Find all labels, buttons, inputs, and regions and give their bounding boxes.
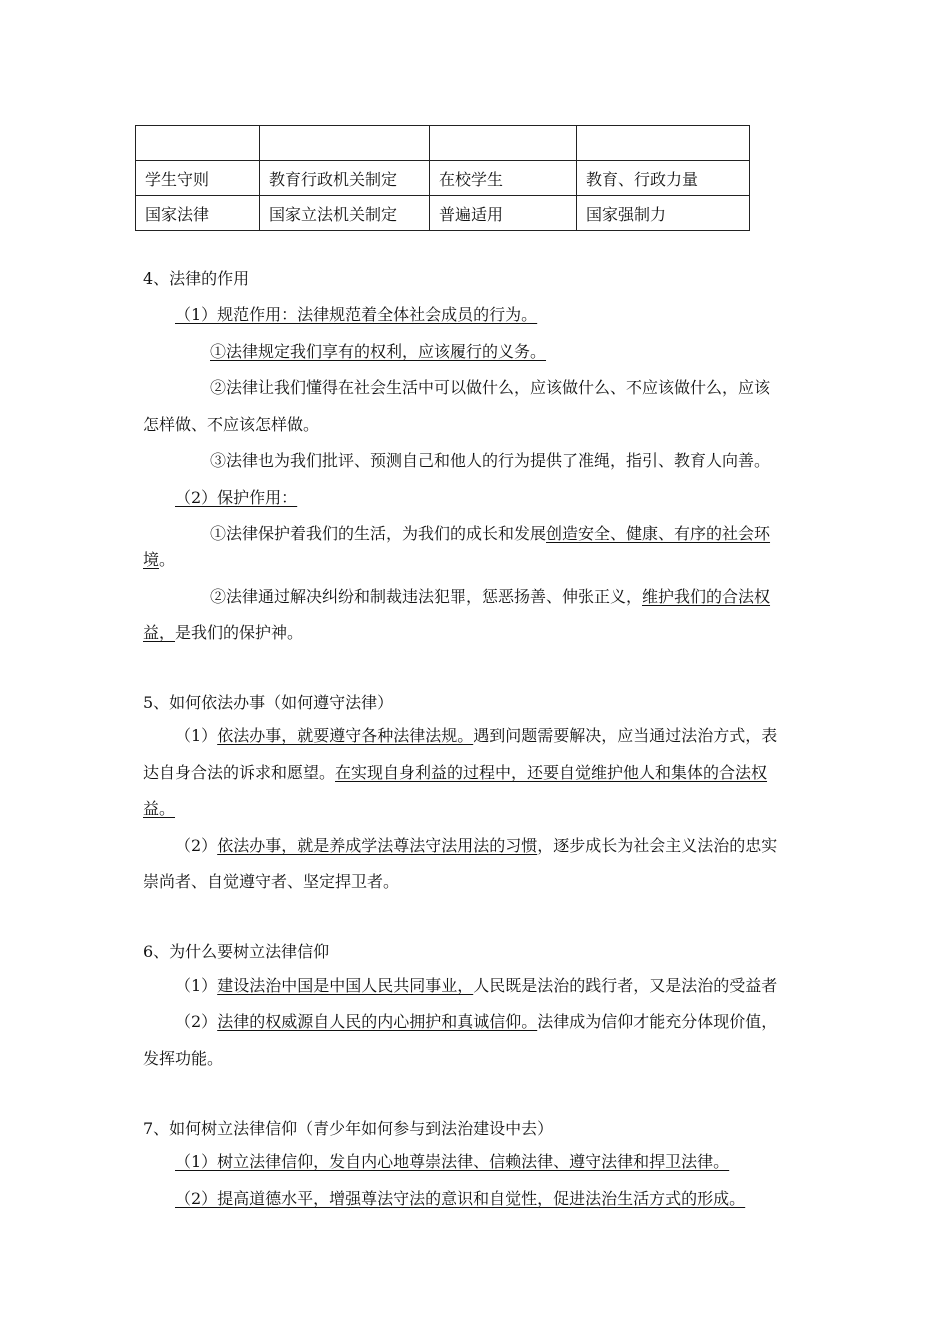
section-6-title: 6、为什么要树立法律信仰: [143, 942, 330, 961]
table-cell: [430, 126, 577, 161]
text-span: ②法律通过解决纠纷和制裁违法犯罪，惩恶扬善、伸张正义，: [210, 587, 643, 606]
underlined-text: 益，: [143, 623, 176, 642]
text-span: 是我们的保护神。: [175, 623, 304, 642]
s4-point-1a: ①法律规定我们享有的权利，应该履行的义务。: [210, 342, 547, 361]
underlined-text: 维护我们的合法权: [642, 587, 771, 606]
table-row: [136, 126, 750, 161]
table-cell: [260, 126, 430, 161]
underlined-text: 依法办事，就是养成学法尊法守法用法的习惯: [217, 836, 538, 855]
table-cell: 教育、行政力量: [577, 161, 750, 196]
s5-point-1-line2: [143, 763, 767, 783]
s5-point-1-line1: [175, 726, 777, 746]
underlined-text: 依法办事，就要遵守各种法律法规。: [217, 726, 474, 745]
s6-point-2-line1: [175, 1012, 777, 1032]
s4-point-2a-line1: [210, 524, 770, 544]
s4-point-2b-line2: [143, 623, 303, 643]
s7-point-1: （1）树立法律信仰，发自内心地尊崇法律、信赖法律、遵守法律和捍卫法律。: [175, 1152, 730, 1171]
s7-point-2: （2）提高道德水平，增强尊法守法的意识和自觉性，促进法治生活方式的形成。: [175, 1189, 746, 1208]
table-cell: 普遍适用: [430, 196, 577, 231]
text-span: （1）: [175, 976, 218, 995]
text-span: （2）: [175, 1012, 218, 1031]
section-4-title: 4、法律的作用: [143, 269, 250, 288]
text-span: 。: [159, 550, 176, 569]
text-span: 法律成为信仰才能充分体现价值，: [537, 1012, 778, 1031]
text-span: 达自身合法的诉求和愿望。: [143, 763, 336, 782]
s5-point-2-line2: 崇尚者、自觉遵守者、坚定捍卫者。: [143, 872, 400, 891]
text-span: 人民既是法治的践行者，又是法治的受益者: [473, 976, 778, 995]
comparison-table: [135, 125, 750, 231]
table-cell: 国家法律: [136, 196, 260, 231]
table-cell: 在校学生: [430, 161, 577, 196]
text-span: ①法律保护着我们的生活，为我们的成长和发展: [210, 524, 547, 543]
s4-point-1b-line1: ②法律让我们懂得在社会生活中可以做什么，应该做什么、不应该做什么，应该: [210, 378, 771, 397]
s4-point-1c: ③法律也为我们批评、预测自己和他人的行为提供了准绳，指引、教育人向善。: [210, 451, 771, 470]
table-cell: 国家强制力: [577, 196, 750, 231]
text-span: ，逐步成长为社会主义法治的忠实: [537, 836, 778, 855]
table-cell: [577, 126, 750, 161]
s4-point-2: （2）保护作用：: [175, 488, 298, 507]
s4-point-2a-line2: [143, 550, 175, 570]
s4-point-1b-line2: 怎样做、不应该怎样做。: [143, 415, 320, 434]
s5-point-1-line3: [143, 799, 175, 819]
s4-point-2b-line1: [210, 587, 770, 607]
table-cell: 学生守则: [136, 161, 260, 196]
underlined-text: 益。: [143, 799, 176, 818]
table-cell: 国家立法机关制定: [260, 196, 430, 231]
s5-point-2-line1: [175, 836, 777, 856]
underlined-text: 法律的权威源自人民的内心拥护和真诚信仰。: [217, 1012, 538, 1031]
text-span: （1）: [175, 726, 218, 745]
underlined-text: 境: [143, 550, 160, 569]
section-7-title: 7、如何树立法律信仰（青少年如何参与到法治建设中去）: [143, 1119, 554, 1138]
table-cell: 教育行政机关制定: [260, 161, 430, 196]
section-5-title: 5、如何依法办事（如何遵守法律）: [143, 693, 394, 712]
s4-point-1: （1）规范作用：法律规范着全体社会成员的行为。: [175, 305, 538, 324]
underlined-text: 建设法治中国是中国人民共同事业，: [217, 976, 474, 995]
underlined-text: 创造安全、健康、有序的社会环: [546, 524, 771, 543]
table-cell: [136, 126, 260, 161]
underlined-text: 在实现自身利益的过程中，还要自觉维护他人和集体的合法权: [335, 763, 768, 782]
s6-point-1: [175, 976, 777, 996]
table-row: [136, 161, 750, 196]
text-span: （2）: [175, 836, 218, 855]
table-row: [136, 196, 750, 231]
text-span: 遇到问题需要解决，应当通过法治方式，表: [473, 726, 778, 745]
s6-point-2-line2: 发挥功能。: [143, 1049, 224, 1068]
